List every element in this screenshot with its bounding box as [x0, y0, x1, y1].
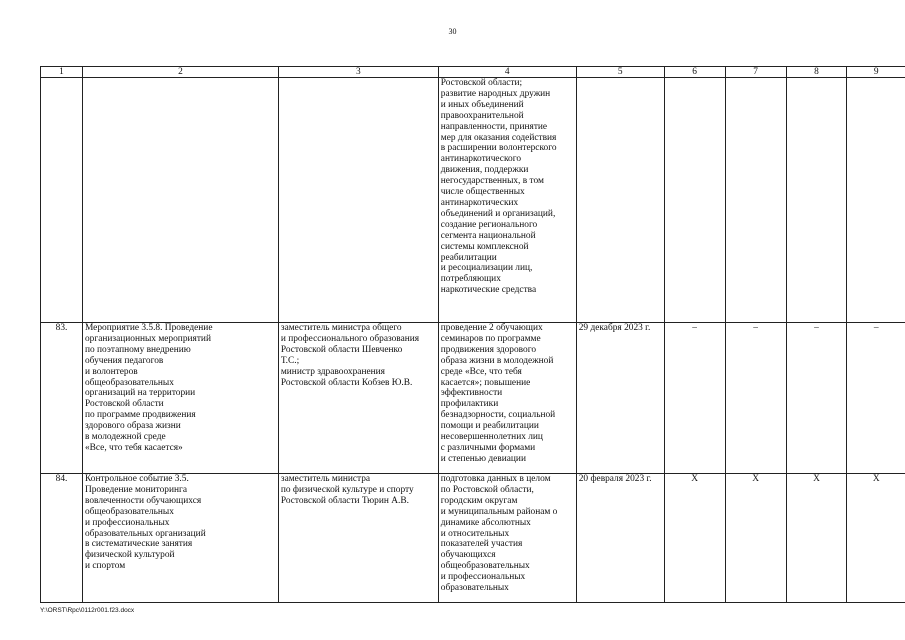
date-cell: 29 декабря 2023 г. — [576, 323, 664, 474]
mark-cell: – — [664, 323, 725, 474]
column-header: 3 — [278, 67, 438, 78]
responsible-cell: заместитель министра по физической культуре и спорту Ростовской области Тюрин А.В. — [278, 474, 438, 603]
row-number: 84. — [41, 474, 83, 603]
header-row — [41, 67, 905, 78]
mark-cell: X — [786, 474, 847, 603]
result-cell: подготовка данных в целом по Ростовской области, городским округам и муниципальным районам о динамике абсолютных и относительных показателей участия обучающихся общеобразовательных и профессиональных образовательных — [438, 474, 576, 603]
mark-cell: X — [847, 474, 905, 603]
responsible-cell: заместитель министра общего и профессионального образования Ростовской области Шевченко Т.С.; министр здравоохранения Ростовской области Кобзев Ю.В. — [278, 323, 438, 474]
mark-cell: – — [786, 323, 847, 474]
mark-cell: X — [725, 474, 786, 603]
column-header: 9 — [847, 67, 905, 78]
date-cell: 20 февраля 2023 г. — [576, 474, 664, 603]
mark-cell — [664, 78, 725, 323]
page-number: 30 — [448, 27, 457, 36]
column-header: 6 — [664, 67, 725, 78]
column-header: 8 — [786, 67, 847, 78]
column-header: 5 — [576, 67, 664, 78]
mark-cell: – — [725, 323, 786, 474]
row-number: 83. — [41, 323, 83, 474]
column-header: 7 — [725, 67, 786, 78]
mark-cell — [725, 78, 786, 323]
mark-cell: – — [847, 323, 905, 474]
event-cell: Мероприятие 3.5.8. Проведение организационных мероприятий по поэтапному внедрению обучения педагогов и волонтеров общеобразовательных организаций на территории Ростовской области по программе продвижения здорового образа жизни в молодежной среде «Все, что тебя касается» — [82, 323, 278, 474]
plan-table — [40, 66, 905, 603]
mark-cell: X — [664, 474, 725, 603]
table-row — [41, 474, 905, 603]
event-cell — [82, 78, 278, 323]
mark-cell — [786, 78, 847, 323]
footer-file-path: Y:\ORST\Rpc\0112r001.f23.docx — [40, 607, 135, 614]
column-header: 2 — [82, 67, 278, 78]
column-header: 4 — [438, 67, 576, 78]
row-number — [41, 78, 83, 323]
mark-cell — [847, 78, 905, 323]
column-header: 1 — [41, 67, 83, 78]
result-cell: проведение 2 обучающих семинаров по программе продвижения здорового образа жизни в молодежной среде «Все, что тебя касается»; повышение эффективности профилактики безнадзорности, социальной помощи и реабилитации несовершеннолетних лиц с различными формами и степенью девиации — [438, 323, 576, 474]
event-cell: Контрольное событие 3.5. Проведение мониторинга вовлеченности обучающихся общеобразовательных и профессиональных образовательных организаций в систематические занятия физической культурой и спортом — [82, 474, 278, 603]
result-cell: Ростовской области; развитие народных дружин и иных объединений правоохранительной направленности, принятие мер для оказания содействия в расширении волонтерского антинаркотического движения, поддержки негосударственных, в том числе общественных антинаркотических объединений и организаций, создание регионального сегмента национальной системы комплексной реабилитации и ресоциализации лиц, потребляющих наркотические средства — [438, 78, 576, 323]
table-row — [41, 78, 905, 323]
date-cell — [576, 78, 664, 323]
responsible-cell — [278, 78, 438, 323]
table-row — [41, 323, 905, 474]
